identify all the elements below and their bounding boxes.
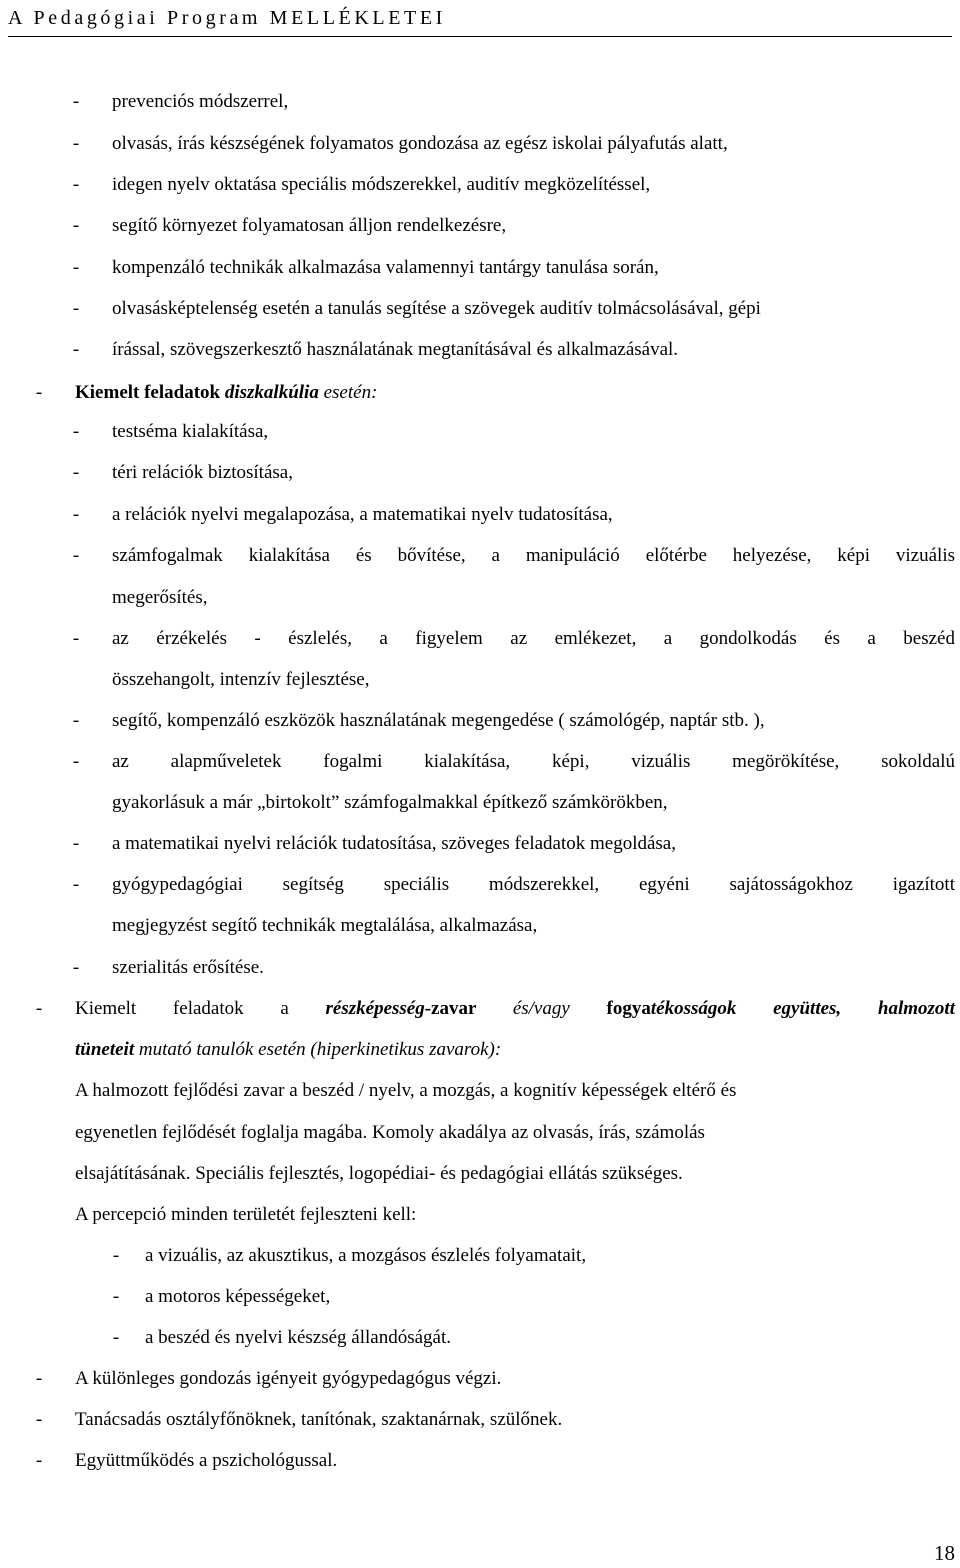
heading-bold-text: Kiemelt feladatok (75, 382, 225, 403)
list-item: A különleges gondozás igényeit gyógypedagógus végzi. (75, 1368, 502, 1389)
bullet-dash: - (72, 298, 80, 319)
list-item-continuation: megjegyzést segítő technikák megtalálása, alkalmazása, (112, 915, 538, 936)
bullet-dash: - (72, 257, 80, 278)
list-item: a relációk nyelvi megalapozása, a matematikai nyelv tudatosítása, (112, 504, 613, 525)
paragraph-line: egyenetlen fejlődését foglalja magába. Komoly akadálya az olvasás, írás, számolás (75, 1122, 705, 1143)
bullet-dash: - (72, 174, 80, 195)
list-item: az alapműveletek fogalmi kialakítása, képi, vizuális megörökítése, sokoldalú (112, 751, 955, 772)
bullet-dash: - (72, 339, 80, 360)
list-item: prevenciós módszerrel, (112, 91, 289, 112)
bullet-dash: - (72, 462, 80, 483)
bullet-dash: - (35, 1368, 43, 1389)
list-item-continuation: gyakorlásuk a már „birtokolt” számfogalmakkal építkező számkörökben, (112, 792, 668, 813)
list-item: segítő, kompenzáló eszközök használatának megengedése ( számológép, naptár stb. ), (112, 710, 765, 731)
bullet-dash: - (72, 628, 80, 649)
paragraph-line: elsajátításának. Speciális fejlesztés, logopédiai- és pedagógiai ellátás szükséges. (75, 1163, 683, 1184)
bullet-dash: - (112, 1286, 120, 1307)
heading-bold-text: fogya (606, 998, 651, 1019)
list-item: számfogalmak kialakítása és bővítése, a manipuláció előtérbe helyezése, képi vizuális (112, 545, 955, 566)
list-item: írással, szövegszerkesztő használatának megtanításával és alkalmazásával. (112, 339, 679, 360)
section-heading (75, 994, 955, 1024)
heading-italic-text: mutató tanulók esetén (hiperkinetikus zavarok): (134, 1039, 502, 1060)
section-heading (75, 378, 377, 408)
bullet-dash: - (112, 1245, 120, 1266)
heading-italic-text: és/vagy (512, 998, 607, 1019)
list-item: gyógypedagógiai segítség speciális módszerekkel, egyéni sajátosságokhoz igazított (112, 874, 955, 895)
bullet-dash: - (72, 751, 80, 772)
heading-bold-italic-text: tüneteit (75, 1039, 135, 1060)
bullet-dash: - (112, 1327, 120, 1348)
bullet-dash: - (35, 382, 43, 403)
list-item: olvasás, írás készségének folyamatos gondozása az egész iskolai pályafutás alatt, (112, 133, 728, 154)
bullet-dash: - (72, 133, 80, 154)
heading-bold-italic-text: diszkalkúlia (224, 382, 319, 403)
bullet-dash: - (35, 998, 43, 1019)
heading-text: Kiemelt feladatok a (75, 998, 326, 1019)
heading-italic-text: esetén: (318, 382, 378, 403)
list-item: téri relációk biztosítása, (112, 462, 293, 483)
bullet-dash: - (35, 1409, 43, 1430)
list-item: Tanácsadás osztályfőnöknek, tanítónak, szaktanárnak, szülőnek. (75, 1409, 563, 1430)
page-number: 18 (934, 1541, 955, 1565)
list-item: segítő környezet folyamatosan álljon rendelkezésre, (112, 215, 507, 236)
section-heading-continuation (75, 1035, 501, 1065)
list-item: testséma kialakítása, (112, 421, 269, 442)
list-item: olvasásképtelenség esetén a tanulás segítése a szövegek auditív tolmácsolásával, gépi (112, 298, 761, 319)
list-item: idegen nyelv oktatása speciális módszerekkel, auditív megközelítéssel, (112, 174, 651, 195)
perception-intro: A percepció minden területét fejleszteni kell: (75, 1204, 417, 1225)
page-header: A Pedagógiai Program MELLÉKLETEI (8, 4, 952, 37)
list-item: szerialitás erősítése. (112, 957, 264, 978)
heading-bold-italic-text: tékosságok együttes, halmozott (650, 998, 955, 1019)
list-item: Együttműködés a pszichológussal. (75, 1450, 338, 1471)
bullet-dash: - (72, 91, 80, 112)
bullet-dash: - (72, 421, 80, 442)
bullet-dash: - (35, 1450, 43, 1471)
list-item: az érzékelés - észlelés, a figyelem az emlékezet, a gondolkodás és a beszéd (112, 628, 955, 649)
bullet-dash: - (72, 833, 80, 854)
bullet-dash: - (72, 874, 80, 895)
bullet-dash: - (72, 215, 80, 236)
heading-bold-italic-text: részképesség (325, 998, 425, 1019)
bullet-dash: - (72, 545, 80, 566)
list-item-continuation: összehangolt, intenzív fejlesztése, (112, 669, 370, 690)
bullet-dash: - (72, 957, 80, 978)
list-item: a motoros képességeket, (145, 1286, 331, 1307)
list-item: kompenzáló technikák alkalmazása valamennyi tantárgy tanulása során, (112, 257, 659, 278)
list-item: a vizuális, az akusztikus, a mozgásos észlelés folyamatait, (145, 1245, 587, 1266)
bullet-dash: - (72, 710, 80, 731)
list-item-continuation: megerősítés, (112, 587, 208, 608)
paragraph-line: A halmozott fejlődési zavar a beszéd / nyelv, a mozgás, a kognitív képességek eltérő és (75, 1080, 737, 1101)
bullet-dash: - (72, 504, 80, 525)
list-item: a beszéd és nyelvi készség állandóságát. (145, 1327, 451, 1348)
heading-bold-text: -zavar (424, 998, 513, 1019)
list-item: a matematikai nyelvi relációk tudatosítása, szöveges feladatok megoldása, (112, 833, 676, 854)
